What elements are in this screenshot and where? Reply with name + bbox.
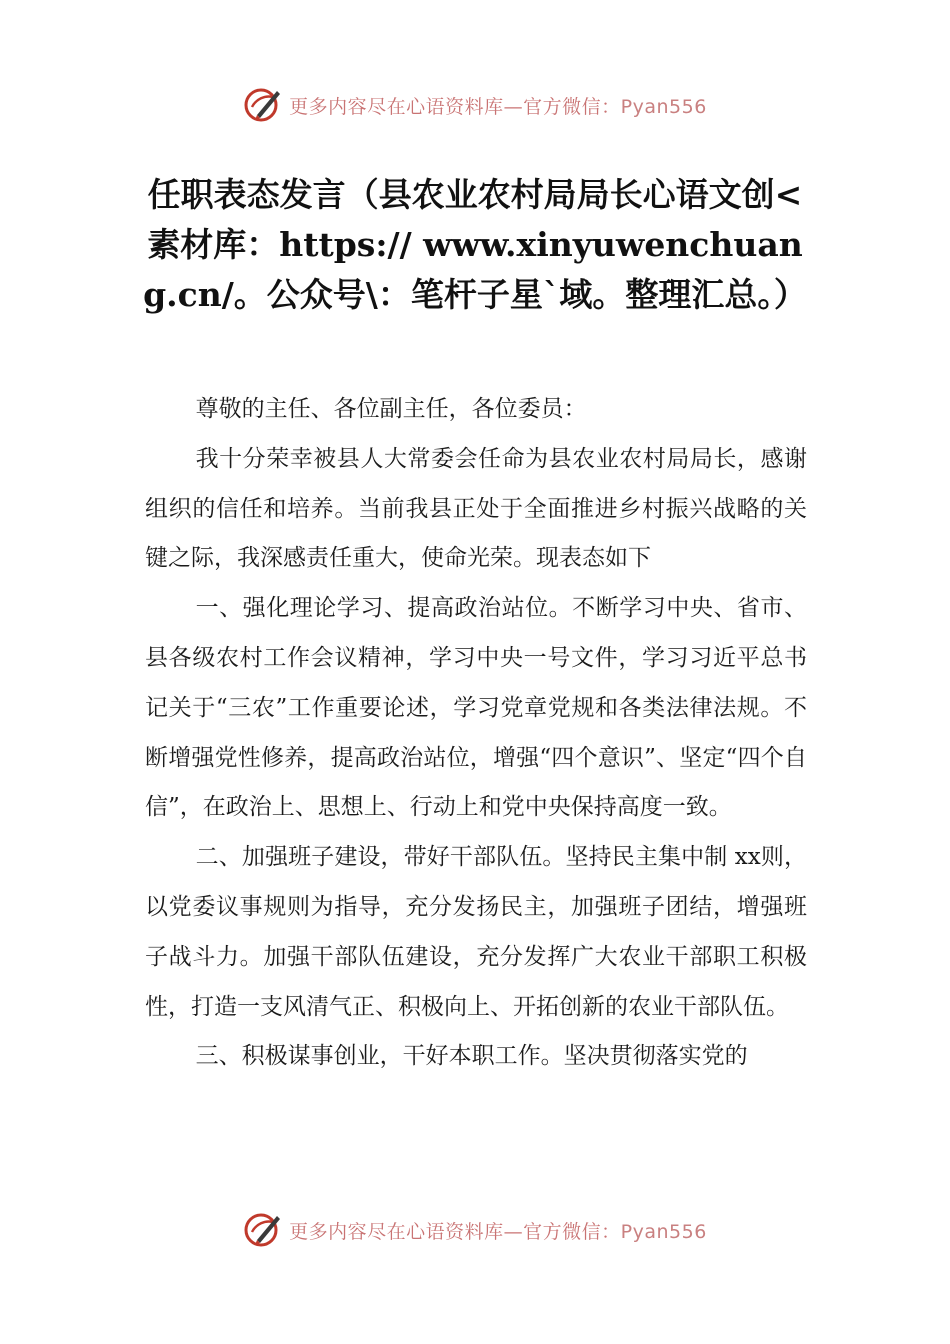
pen-logo-icon xyxy=(243,85,283,125)
point-two-paragraph: 二、加强班子建设，带好干部队伍。坚持民主集中制 xx则，以党委议事规则为指导，充分发扬民主，加强班子团结，增强班子战斗力。加强干部队伍建设，充分发挥广大农业干部职工积极性，打造一支风清气正、积极向上、开拓创新的农业干部队伍。 xyxy=(145,844,807,1020)
intro-paragraph: 我十分荣幸被县人大常委会任命为县农业农村局局长，感谢组织的信任和培养。当前我县正处于全面推进乡村振兴战略的关键之际，我深感责任重大，使命光荣。现表态如下 xyxy=(145,445,807,572)
footer-banner xyxy=(0,1208,950,1252)
document-body xyxy=(145,385,807,1082)
banner-text: 更多内容尽在心语资料库—官方微信：Pyan556 xyxy=(289,95,707,118)
header-banner xyxy=(0,83,950,127)
document-title: 任职表态发言（县农业农村局局长心语文创<素材库：https:// www.xinyuwenchuang.cn/。公众号\：笔杆子星`域。整理汇总。） xyxy=(143,175,807,314)
banner-text: 更多内容尽在心语资料库—官方微信：Pyan556 xyxy=(289,1220,707,1243)
salutation-paragraph: 尊敬的主任、各位副主任，各位委员： xyxy=(195,396,587,422)
point-three-paragraph: 三、积极谋事创业，干好本职工作。坚决贯彻落实党的 xyxy=(195,1043,748,1070)
wechat-id: Pyan556 xyxy=(620,1220,707,1243)
point-one-paragraph: 一、强化理论学习、提高政治站位。不断学习中央、省市、县各级农村工作会议精神，学习中央一号文件，学习习近平总书记关于“三农”工作重要论述，学习党章党规和各类法律法规。不断增强党性修养，提高政治站位，增强“四个意识”、坚定“四个自信”，在政治上、思想上、行动上和党中央保持高度一致。 xyxy=(145,595,807,821)
wechat-id: Pyan556 xyxy=(620,95,707,118)
pen-logo-icon xyxy=(243,1210,283,1250)
